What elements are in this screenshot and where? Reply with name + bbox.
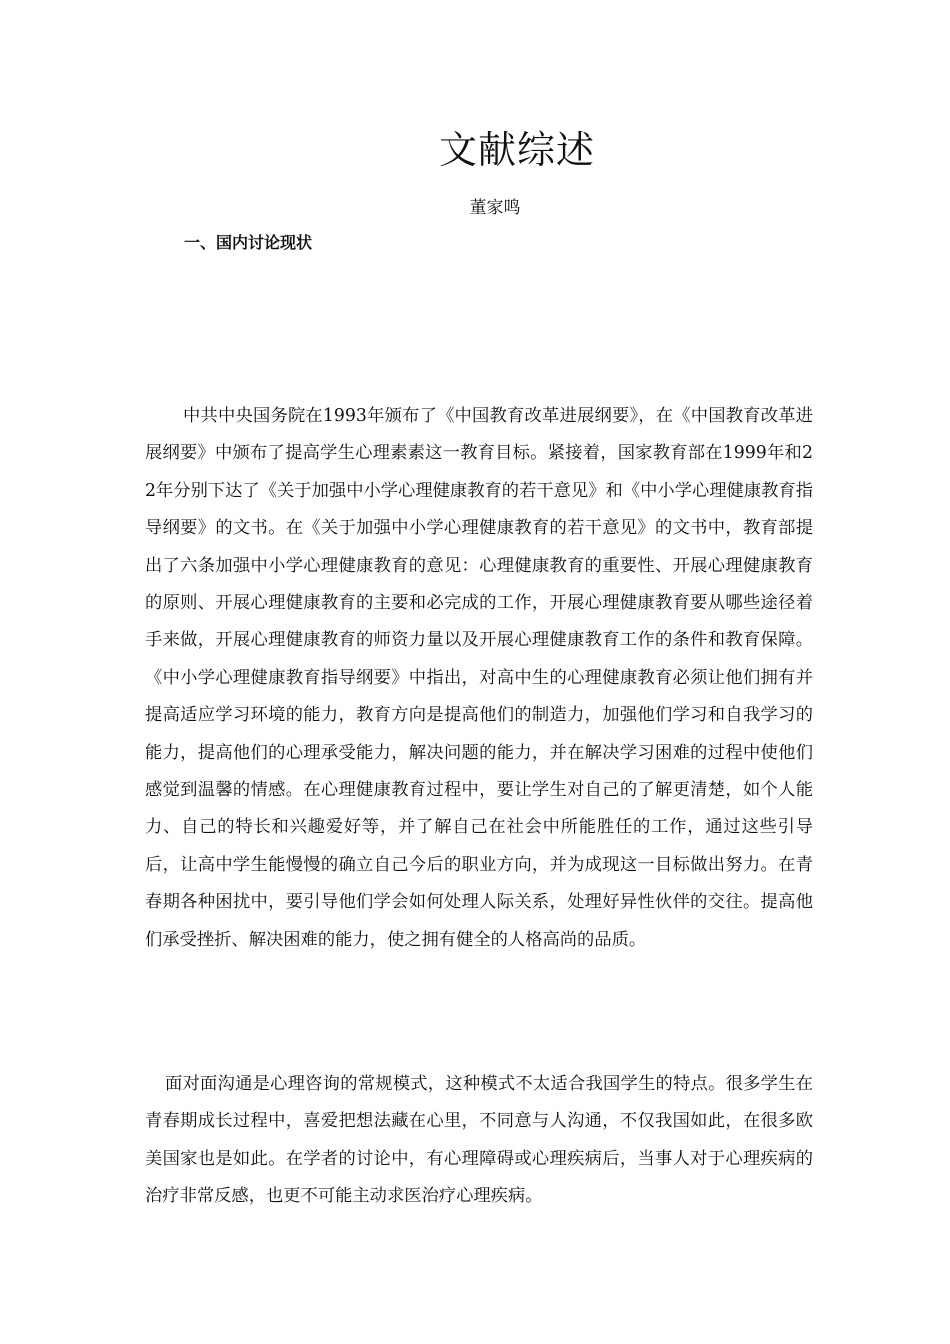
body-paragraph-1: 中共中央国务院在1993年颁布了《中国教育改革进展纲要》，在《中国教育改革进展纲要》中颁布了提高学生心理素素这一教育目标。紧接着，国家教育部在1999年和22年分别下达了《关于加强中小学心理健康教育的若干意见》和《中小学心理健康教育指导纲要》的文书。在《关于加强中小学心理健康教育的若干意见》的文书中，教育部提出了六条加强中小学心理健康教育的意见：心理健康教育的重要性、开展心理健康教育的原则、开展心理健康教育的主要和必完成的工作，开展心理健康教育要从哪些途径着手来做，开展心理健康教育的师资力量以及开展心理健康教育工作的条件和教育保障。《中小学心理健康教育指导纲要》中指出，对高中生的心理健康教育必须让他们拥有并提高适应学习环境的能力，教育方向是提高他们的制造力，加强他们学习和自我学习的能力，提高他们的心理承受能力，解决问题的能力，并在解决学习困难的过程中使他们感觉到温馨的情感。在心理健康教育过程中，要让学生对自己的了解更清楚，如个人能力、自己的特长和兴趣爱好等，并了解自己在社会中所能胜任的工作，通过这些引导后，让高中学生能慢慢的确立自己今后的职业方向，并为成现这一目标做出努力。在青春期各种困扰中，要引导他们学会如何处理人际关系，处理好异性伙伴的交往。提高他们承受挫折、解决困难的能力，使之拥有健全的人格高尚的品质。: [145, 406, 813, 950]
section-heading: 一、国内讨论现状: [184, 233, 313, 252]
document-title: 文献综述: [438, 128, 595, 172]
body-paragraph-2: 面对面沟通是心理咨询的常规模式，这种模式不太适合我国学生的特点。很多学生在青春期成长过程中，喜爱把想法藏在心里，不同意与人沟通，不仅我国如此，在很多欧美国家也是如此。在学者的讨论中，有心理障碍或心理疾病后，当事人对于心理疾病的治疗非常反感，也更不可能主动求医治疗心理疾病。: [145, 1074, 813, 1207]
author-name: 董家鸣: [469, 198, 521, 218]
